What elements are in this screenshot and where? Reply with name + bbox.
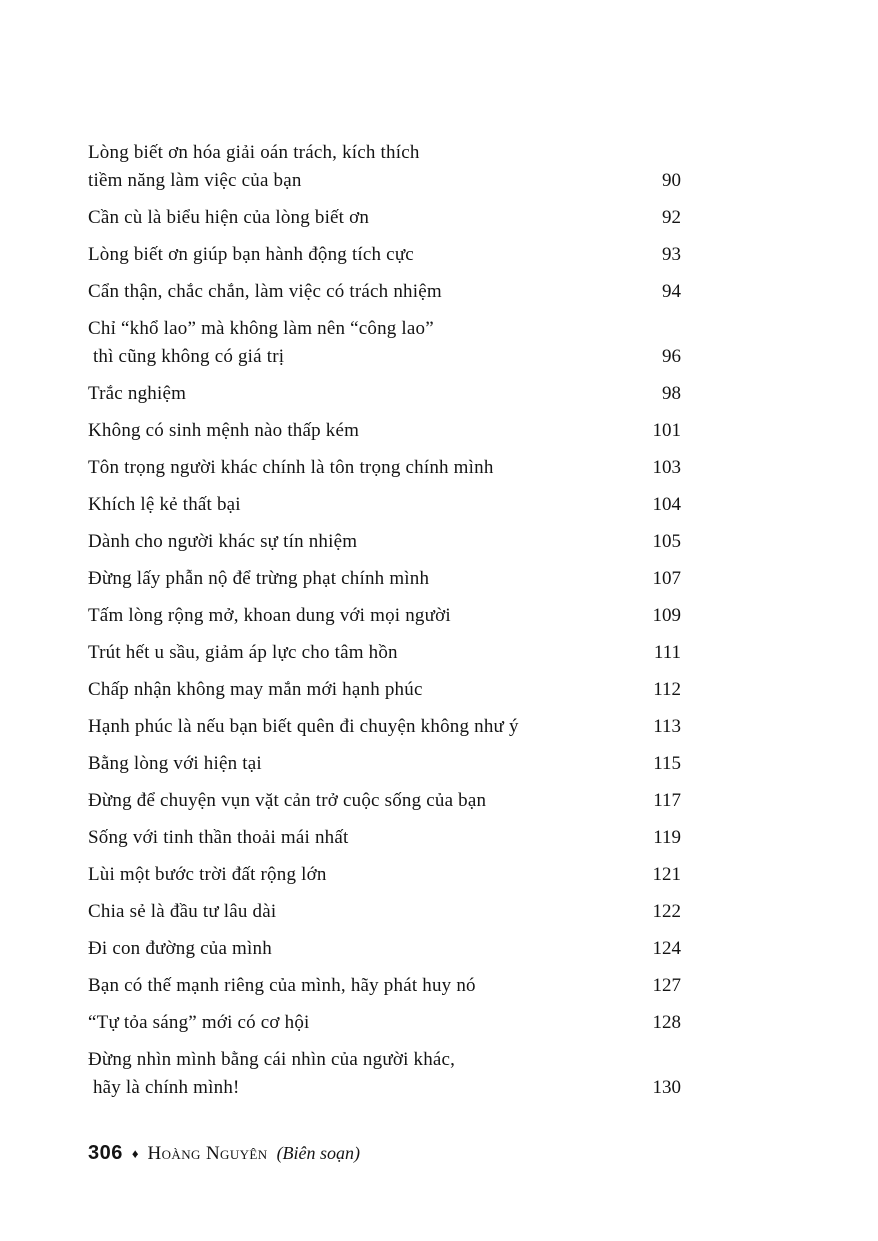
footer-role: (Biên soạn) [276,1143,361,1163]
toc-entry-title-line: Chỉ “khổ lao” mà không làm nên “công lao” [88,318,434,339]
toc-entry [88,1009,681,1037]
toc-entry-title [88,1009,641,1037]
page-footer [88,1142,360,1165]
toc-entry-page-number: 109 [652,605,681,626]
toc-entry-title-line: Đừng để chuyện vụn vặt cản trở cuộc sống của bạn [88,790,487,811]
toc-entry-title-line: Cần cù là biểu hiện của lòng biết ơn [88,207,370,228]
toc-entry-title-line: Chia sẻ là đầu tư lâu dài [88,901,277,922]
toc-entry-title [88,602,641,630]
toc-entry-title-line: Bằng lòng với hiện tại [88,753,262,774]
toc-entry-title [88,639,641,667]
toc-entry-title-line: thì cũng không có giá trị [88,346,285,367]
toc-entry-page-number: 93 [662,244,681,265]
toc-entry-title [88,935,641,963]
toc-entry-page-number: 122 [652,901,681,922]
toc-entry [88,787,681,815]
toc-entry-title-line: Chấp nhận không may mắn mới hạnh phúc [88,679,423,700]
toc-entry-title-line: Tôn trọng người khác chính là tôn trọng chính mình [88,457,494,478]
toc-entry [88,639,681,667]
toc-entry [88,972,681,1000]
toc-entry-page-number: 105 [652,531,681,552]
toc-entry-page-number: 94 [662,281,681,302]
toc-entry-title [88,898,641,926]
toc-entry-title-line: hãy là chính mình! [88,1077,240,1098]
toc-entry-page-number: 127 [652,975,681,996]
toc-entry [88,898,681,926]
toc-entry-title [88,278,641,306]
toc-entry-page-number: 90 [662,170,681,191]
toc-entry-page-number: 101 [652,420,681,441]
toc-entry [88,676,681,704]
toc-entry [88,454,681,482]
toc-entry-title [88,713,641,741]
toc-entry-page-number: 113 [653,716,681,737]
toc-entry-title [88,750,641,778]
toc-entry-title-line: Sống với tinh thần thoải mái nhất [88,827,349,848]
toc-entry-title-line: tiềm năng làm việc của bạn [88,170,302,191]
toc-entry-title-line: Cẩn thận, chắc chắn, làm việc có trách nhiệm [88,281,442,302]
diamond-icon: ♦ [131,1146,139,1161]
toc-list [88,139,681,1111]
toc-entry-title [88,380,641,408]
footer-author: Hoàng Nguyên [147,1143,268,1164]
toc-entry-title-line: Bạn có thế mạnh riêng của mình, hãy phát huy nó [88,975,476,996]
toc-entry-page-number: 117 [653,790,681,811]
toc-entry-title-line: Trút hết u sầu, giảm áp lực cho tâm hồn [88,642,398,663]
toc-entry [88,380,681,408]
toc-entry-page-number: 128 [652,1012,681,1033]
toc-entry-title-line: Lùi một bước trời đất rộng lớn [88,864,327,885]
toc-entry-title-line: Đi con đường của mình [88,938,272,959]
toc-entry-title [88,861,641,889]
toc-entry-title [88,139,641,195]
toc-entry [88,750,681,778]
toc-entry-title [88,241,641,269]
toc-entry-page-number: 98 [662,383,681,404]
toc-entry-title-line: Lòng biết ơn giúp bạn hành động tích cực [88,244,414,265]
toc-entry [88,417,681,445]
toc-entry-title-line: Hạnh phúc là nếu bạn biết quên đi chuyện không như ý [88,716,519,737]
toc-entry [88,565,681,593]
toc-entry-title-line: Tấm lòng rộng mở, khoan dung với mọi người [88,605,451,626]
toc-entry-title-line: Lòng biết ơn hóa giải oán trách, kích thích [88,142,420,163]
toc-entry-title-line: Khích lệ kẻ thất bại [88,494,241,515]
toc-entry [88,935,681,963]
toc-entry-page-number: 130 [652,1077,681,1098]
toc-entry-title [88,454,641,482]
toc-entry [88,528,681,556]
toc-entry-title [88,491,641,519]
toc-entry-page-number: 96 [662,346,681,367]
toc-entry [88,139,681,195]
toc-entry-title-line: Đừng lấy phẫn nộ để trừng phạt chính mình [88,568,430,589]
toc-entry-title [88,565,641,593]
toc-entry-page-number: 103 [652,457,681,478]
toc-entry-page-number: 104 [652,494,681,515]
footer-page-number: 306 [88,1142,123,1164]
toc-entry-page-number: 111 [653,642,681,663]
toc-entry-page-number: 115 [653,753,681,774]
toc-entry-title [88,676,641,704]
toc-entry-title [88,417,641,445]
toc-entry [88,602,681,630]
toc-entry-title-line: Không có sinh mệnh nào thấp kém [88,420,360,441]
toc-entry-title [88,528,641,556]
toc-entry-title-line: Dành cho người khác sự tín nhiệm [88,531,358,552]
toc-entry [88,204,681,232]
toc-entry [88,241,681,269]
toc-entry [88,278,681,306]
toc-entry-page-number: 121 [652,864,681,885]
toc-entry-title [88,204,641,232]
toc-entry-page-number: 92 [662,207,681,228]
toc-entry-title [88,824,641,852]
toc-entry [88,491,681,519]
toc-entry-title-line: Trắc nghiệm [88,383,187,404]
toc-entry [88,713,681,741]
toc-entry-title [88,315,641,371]
toc-entry-title-line: Đừng nhìn mình bằng cái nhìn của người khác, [88,1049,456,1070]
toc-entry [88,861,681,889]
toc-entry-page-number: 124 [652,938,681,959]
toc-entry-page-number: 107 [652,568,681,589]
toc-entry-page-number: 112 [653,679,681,700]
toc-entry-title [88,972,641,1000]
toc-entry-title [88,787,641,815]
toc-entry-page-number: 119 [653,827,681,848]
toc-entry-title [88,1046,641,1102]
toc-entry [88,824,681,852]
toc-entry [88,315,681,371]
toc-entry-title-line: “Tự tỏa sáng” mới có cơ hội [88,1012,310,1033]
toc-entry [88,1046,681,1102]
